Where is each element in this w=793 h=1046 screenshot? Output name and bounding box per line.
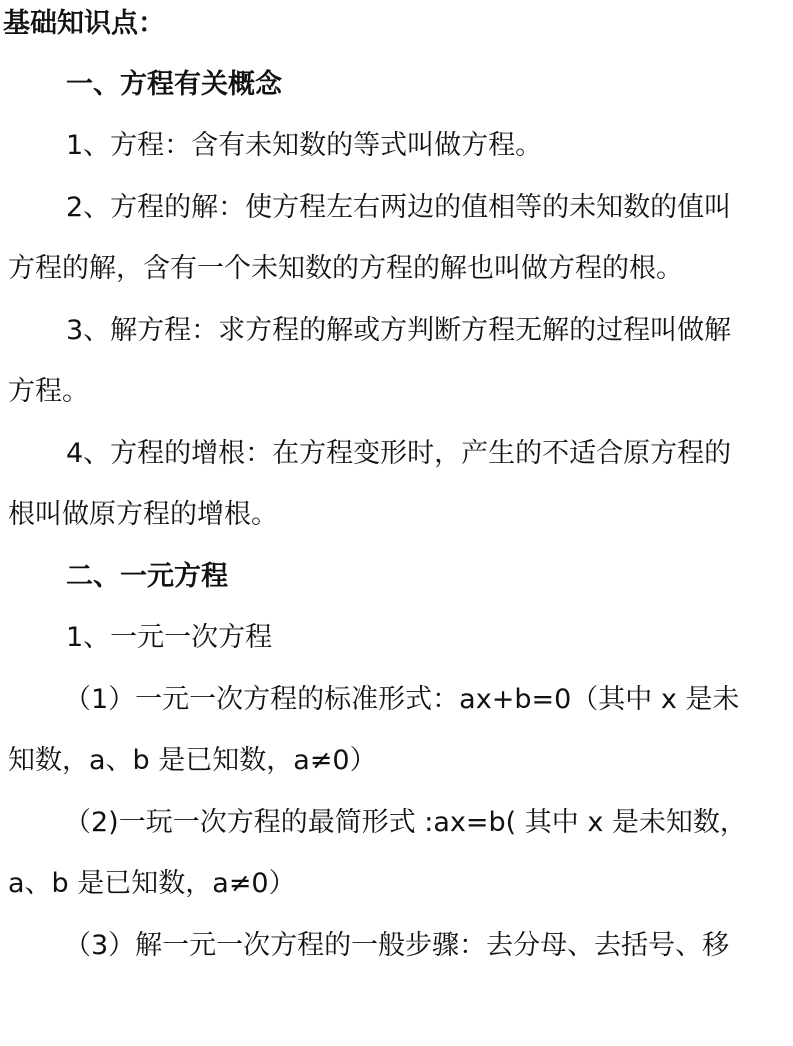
- page-heading: 基础知识点：: [3, 8, 165, 39]
- linear-point-1-line-1: （1）一元一次方程的标准形式：ax+b=0（其中 x 是未: [64, 684, 740, 715]
- concept-item-2-line-1: 2、方程的解：使方程左右两边的值相等的未知数的值叫: [66, 192, 732, 223]
- concept-item-2-line-2: 方程的解，含有一个未知数的方程的解也叫做方程的根。: [8, 253, 683, 284]
- concept-item-4-line-1: 4、方程的增根：在方程变形时，产生的不适合原方程的: [66, 438, 732, 469]
- concept-item-1: 1、方程：含有未知数的等式叫做方程。: [66, 130, 543, 161]
- concept-item-3-line-1: 3、解方程：求方程的解或方判断方程无解的过程叫做解: [66, 315, 732, 346]
- subsection-title-one-variable-linear: 1、一元一次方程: [66, 622, 273, 653]
- linear-point-2-line-1: （2)一玩一次方程的最简形式 :ax=b( 其中 x 是未知数，: [64, 807, 747, 838]
- section-title-linear-equations: 二、一元方程: [66, 561, 228, 592]
- concept-item-4-line-2: 根叫做原方程的增根。: [8, 499, 278, 530]
- linear-point-3-line-1: （3）解一元一次方程的一般步骤：去分母、去括号、移: [64, 930, 730, 961]
- linear-point-1-line-2: 知数，a、b 是已知数，a≠0）: [8, 745, 377, 776]
- linear-point-2-line-2: a、b 是已知数，a≠0）: [8, 868, 296, 899]
- section-title-equation-concepts: 一、方程有关概念: [66, 69, 282, 100]
- concept-item-3-line-2: 方程。: [8, 376, 89, 407]
